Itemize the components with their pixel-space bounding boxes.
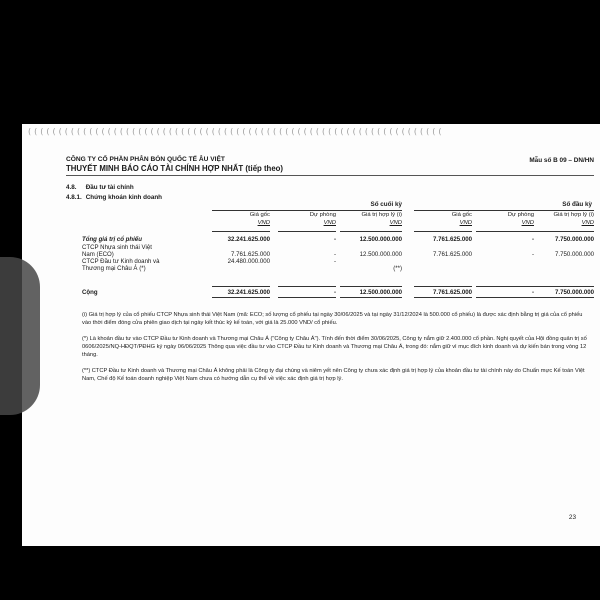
binding-hole-mark: ( <box>389 127 393 136</box>
binding-hole-mark: ( <box>346 127 350 136</box>
binding-hole-mark: ( <box>70 127 74 136</box>
binding-hole-mark: ( <box>266 127 270 136</box>
binding-hole-mark: ( <box>199 127 203 136</box>
column-header: Giá gốc VND <box>249 212 270 226</box>
column-header: Giá trị hợp lý (i) VND <box>553 212 594 226</box>
binding-hole-mark: ( <box>248 127 252 136</box>
binding-hole-mark: ( <box>420 127 424 136</box>
binding-hole-mark: ( <box>46 127 50 136</box>
document-page: ( ( ( ( ( ( ( ( ( ( ( ( ( ( ( ( ( ( ( ( ( ( ( ( ( ( ( ( ( ( ( ( ( ( ( ( ( ( ( ( ( ( ( ( ( ( ( ( ( ( ( ( ( ( ( ( ( ( ( ( ( ( ( ( ( ( ( ( CÔNG TY CỔ PHẦN PHÂN BÓN QUỐC TẾ ÂU VIỆT THUYẾT MINH BÁO CÁO TÀI CHÍNH HỢP NHẤT (tiếp theo) Mẫu số B 09 – DN/HN 4.8. Đầu tư tài chính 4.8.1. Chứng khoán kinh doanh Số cuối kỳ Số đầu kỳ Giá gốc VND Dự phòng VND Giá trị hợp lý (i) VND Giá gốc VND Dự phòng VND Giá trị hợp lý (i) VND Tổng giá trị cổ phiếu 32.241.625.000 - 12.500.000.000 7.761.625.000 - 7.750.000.000 CTCP Nhựa sinh thái Việt Nam (ECO) 7.761.625.000 - 12.500.000.000 7.761.625.000 - 7.750.000.000 CTCP Đầu tư Kinh doanh và Thương mại Châu Á (*) 24.480.000.000 - (**) Cộng 32.241.625.000 - 12.500.000.000 7.761.625.000 - 7.750.000.000 (i) Giá trị hợp lý của cổ phiếu CTCP Nhựa sinh thái Việt Nam (mã: ECO; số lượng cổ phiếu tại ngày 30/06/2025 và tại ngày 31/12/2024 là 500.000 cổ phiếu) là được xác định bằng trị giá của cổ phiếu vào thời điểm đóng cửa phiên giao dịch tại ngày kết thúc kỳ kế toán, với giá là 25.000 VND/ cổ phiếu. (*) Là khoản đầu tư vào CTCP Đầu tư Kinh doanh và Thương mại Châu Á ("Công ty Châu Á"). Tính đến thời điểm 30/06/2025, Công ty nắm giữ 2.400.000 cổ phần. Nghị quyết của Hội đồng quản trị số 0606/2025/NQ-HĐQT/PĐHG ký ngày 06/06/2025 Thông qua việc đầu tư vào CTCP Đầu tư Kinh doanh và Thương mại Châu Á, trong đó: nắm giữ vì mục đích kinh doanh và dự kiến bán trong vòng 12 tháng. (**) CTCP Đầu tư Kinh doanh và Thương mại Châu Á không phải là Công ty đại chúng và niêm yết nên Công ty chưa xác định giá trị hợp lý của khoản đầu tư tài chính này do Chuẩn mực Kế toán Việt Nam, Chế độ Kế toán doanh nghiệp Việt Nam chưa có hướng dẫn cụ thể về việc xác định giá trị hợp lý. 23 <box>22 124 600 546</box>
binding-hole-mark: ( <box>168 127 172 136</box>
binding-hole-mark: ( <box>352 127 356 136</box>
binding-hole-mark: ( <box>193 127 197 136</box>
binding-hole-mark: ( <box>426 127 430 136</box>
binding-hole-mark: ( <box>291 127 295 136</box>
column-header: Dự phòng VND <box>309 212 336 226</box>
binding-hole-mark: ( <box>407 127 411 136</box>
footnote-asterisk: (*) Là khoản đầu tư vào CTCP Đầu tư Kinh doanh và Thương mại Châu Á ("Công ty Châu Á"). Tính đến thời điểm 30/06/2025, Công ty nắm giữ 2.400.000 cổ phần. Nghị quyết của Hội đồng quản trị số 0606/2025/NQ-HĐQT/PĐHG ký ngày 06/06/2025 Thông qua việc đầu tư vào CTCP Đầu tư Kinh doanh và Thương mại Châu Á, trong đó: nắm giữ vì mục đích kinh doanh và dự kiến bán trong vòng 12 tháng. <box>82 336 587 359</box>
section-heading-4-8 <box>66 184 134 191</box>
binding-hole-mark: ( <box>309 127 313 136</box>
binding-hole-mark: ( <box>181 127 185 136</box>
binding-hole-mark: ( <box>438 127 442 136</box>
binding-hole-mark: ( <box>101 127 105 136</box>
section-number: 4.8. <box>66 184 77 191</box>
binding-hole-mark: ( <box>230 127 234 136</box>
section-heading-4-8-1 <box>66 194 162 201</box>
binding-hole-mark: ( <box>126 127 130 136</box>
binding-hole-mark: ( <box>175 127 179 136</box>
footnote-double-asterisk: (**) CTCP Đầu tư Kinh doanh và Thương mại Châu Á không phải là Công ty đại chúng và niêm yết nên Công ty chưa xác định giá trị hợp lý của khoản đầu tư tài chính này do Chuẩn mực Kế toán Việt Nam, Chế độ Kế toán doanh nghiệp Việt Nam chưa có hướng dẫn cụ thể về việc xác định giá trị hợp lý. <box>82 368 585 383</box>
footnote-i: (i) Giá trị hợp lý của cổ phiếu CTCP Nhựa sinh thái Việt Nam (mã: ECO; số lượng cổ phiếu tại ngày 30/06/2025 và tại ngày 31/12/2024 là 500.000 cổ phiếu) là được xác định bằng trị giá của cổ phiếu vào thời điểm đóng cửa phiên giao dịch tại ngày kết thúc kỳ kế toán, với giá là 25.000 VND/ cổ phiếu. <box>82 312 583 327</box>
binding-hole-mark: ( <box>52 127 56 136</box>
company-name: CÔNG TY CỔ PHẦN PHÂN BÓN QUỐC TẾ ÂU VIỆT <box>66 156 225 163</box>
binding-hole-mark: ( <box>242 127 246 136</box>
group-underline <box>212 210 402 211</box>
binding-hole-mark: ( <box>95 127 99 136</box>
binding-hole-mark: ( <box>64 127 68 136</box>
binding-hole-mark: ( <box>383 127 387 136</box>
binding-hole-mark: ( <box>377 127 381 136</box>
binding-hole-mark: ( <box>119 127 123 136</box>
binding-hole-mark: ( <box>364 127 368 136</box>
document-title: THUYẾT MINH BÁO CÁO TÀI CHÍNH HỢP NHẤT (tiếp theo) <box>66 164 284 173</box>
binding-hole-mark: ( <box>303 127 307 136</box>
binding-hole-mark: ( <box>315 127 319 136</box>
binding-hole-mark: ( <box>156 127 160 136</box>
binding-hole-mark: ( <box>358 127 362 136</box>
binding-hole-mark: ( <box>83 127 87 136</box>
column-header: Giá gốc VND <box>451 212 472 226</box>
binding-hole-mark: ( <box>371 127 375 136</box>
form-code: Mẫu số B 09 – DN/HN <box>529 157 594 164</box>
column-header: Dự phòng VND <box>507 212 534 226</box>
binding-hole-mark: ( <box>28 127 32 136</box>
binding-hole-mark: ( <box>144 127 148 136</box>
binding-hole-mark: ( <box>211 127 215 136</box>
binding-holes <box>28 127 594 137</box>
binding-hole-mark: ( <box>217 127 221 136</box>
binding-hole-mark: ( <box>334 127 338 136</box>
binding-hole-mark: ( <box>77 127 81 136</box>
binding-hole-mark: ( <box>113 127 117 136</box>
binding-hole-mark: ( <box>260 127 264 136</box>
section-title: Đầu tư tài chính <box>85 184 134 191</box>
binding-hole-mark: ( <box>328 127 332 136</box>
binding-hole-mark: ( <box>40 127 44 136</box>
binding-hole-mark: ( <box>107 127 111 136</box>
binding-hole-mark: ( <box>224 127 228 136</box>
binding-hole-mark: ( <box>432 127 436 136</box>
section-number: 4.8.1. <box>66 194 82 201</box>
binding-hole-mark: ( <box>273 127 277 136</box>
binding-hole-mark: ( <box>236 127 240 136</box>
binding-hole-mark: ( <box>279 127 283 136</box>
binding-hole-mark: ( <box>254 127 258 136</box>
binding-hole-mark: ( <box>285 127 289 136</box>
binding-hole-mark: ( <box>138 127 142 136</box>
binding-hole-mark: ( <box>205 127 209 136</box>
column-header: Giá trị hợp lý (i) VND <box>361 212 402 226</box>
binding-hole-mark: ( <box>58 127 62 136</box>
binding-hole-mark: ( <box>413 127 417 136</box>
binding-hole-mark: ( <box>322 127 326 136</box>
group-header-end-period: Số cuối kỳ <box>370 201 402 208</box>
header-divider <box>66 175 594 176</box>
binding-hole-mark: ( <box>34 127 38 136</box>
binding-hole-mark: ( <box>187 127 191 136</box>
binding-hole-mark: ( <box>297 127 301 136</box>
group-underline <box>414 210 594 211</box>
binding-hole-mark: ( <box>89 127 93 136</box>
page-number: 23 <box>568 514 576 521</box>
section-title: Chứng khoán kinh doanh <box>85 194 163 201</box>
page-indicator[interactable] <box>0 257 40 415</box>
group-header-begin-period: Số đầu kỳ <box>562 201 592 208</box>
binding-hole-mark: ( <box>162 127 166 136</box>
binding-hole-mark: ( <box>132 127 136 136</box>
binding-hole-mark: ( <box>150 127 154 136</box>
binding-hole-mark: ( <box>395 127 399 136</box>
binding-hole-mark: ( <box>401 127 405 136</box>
binding-hole-mark: ( <box>340 127 344 136</box>
